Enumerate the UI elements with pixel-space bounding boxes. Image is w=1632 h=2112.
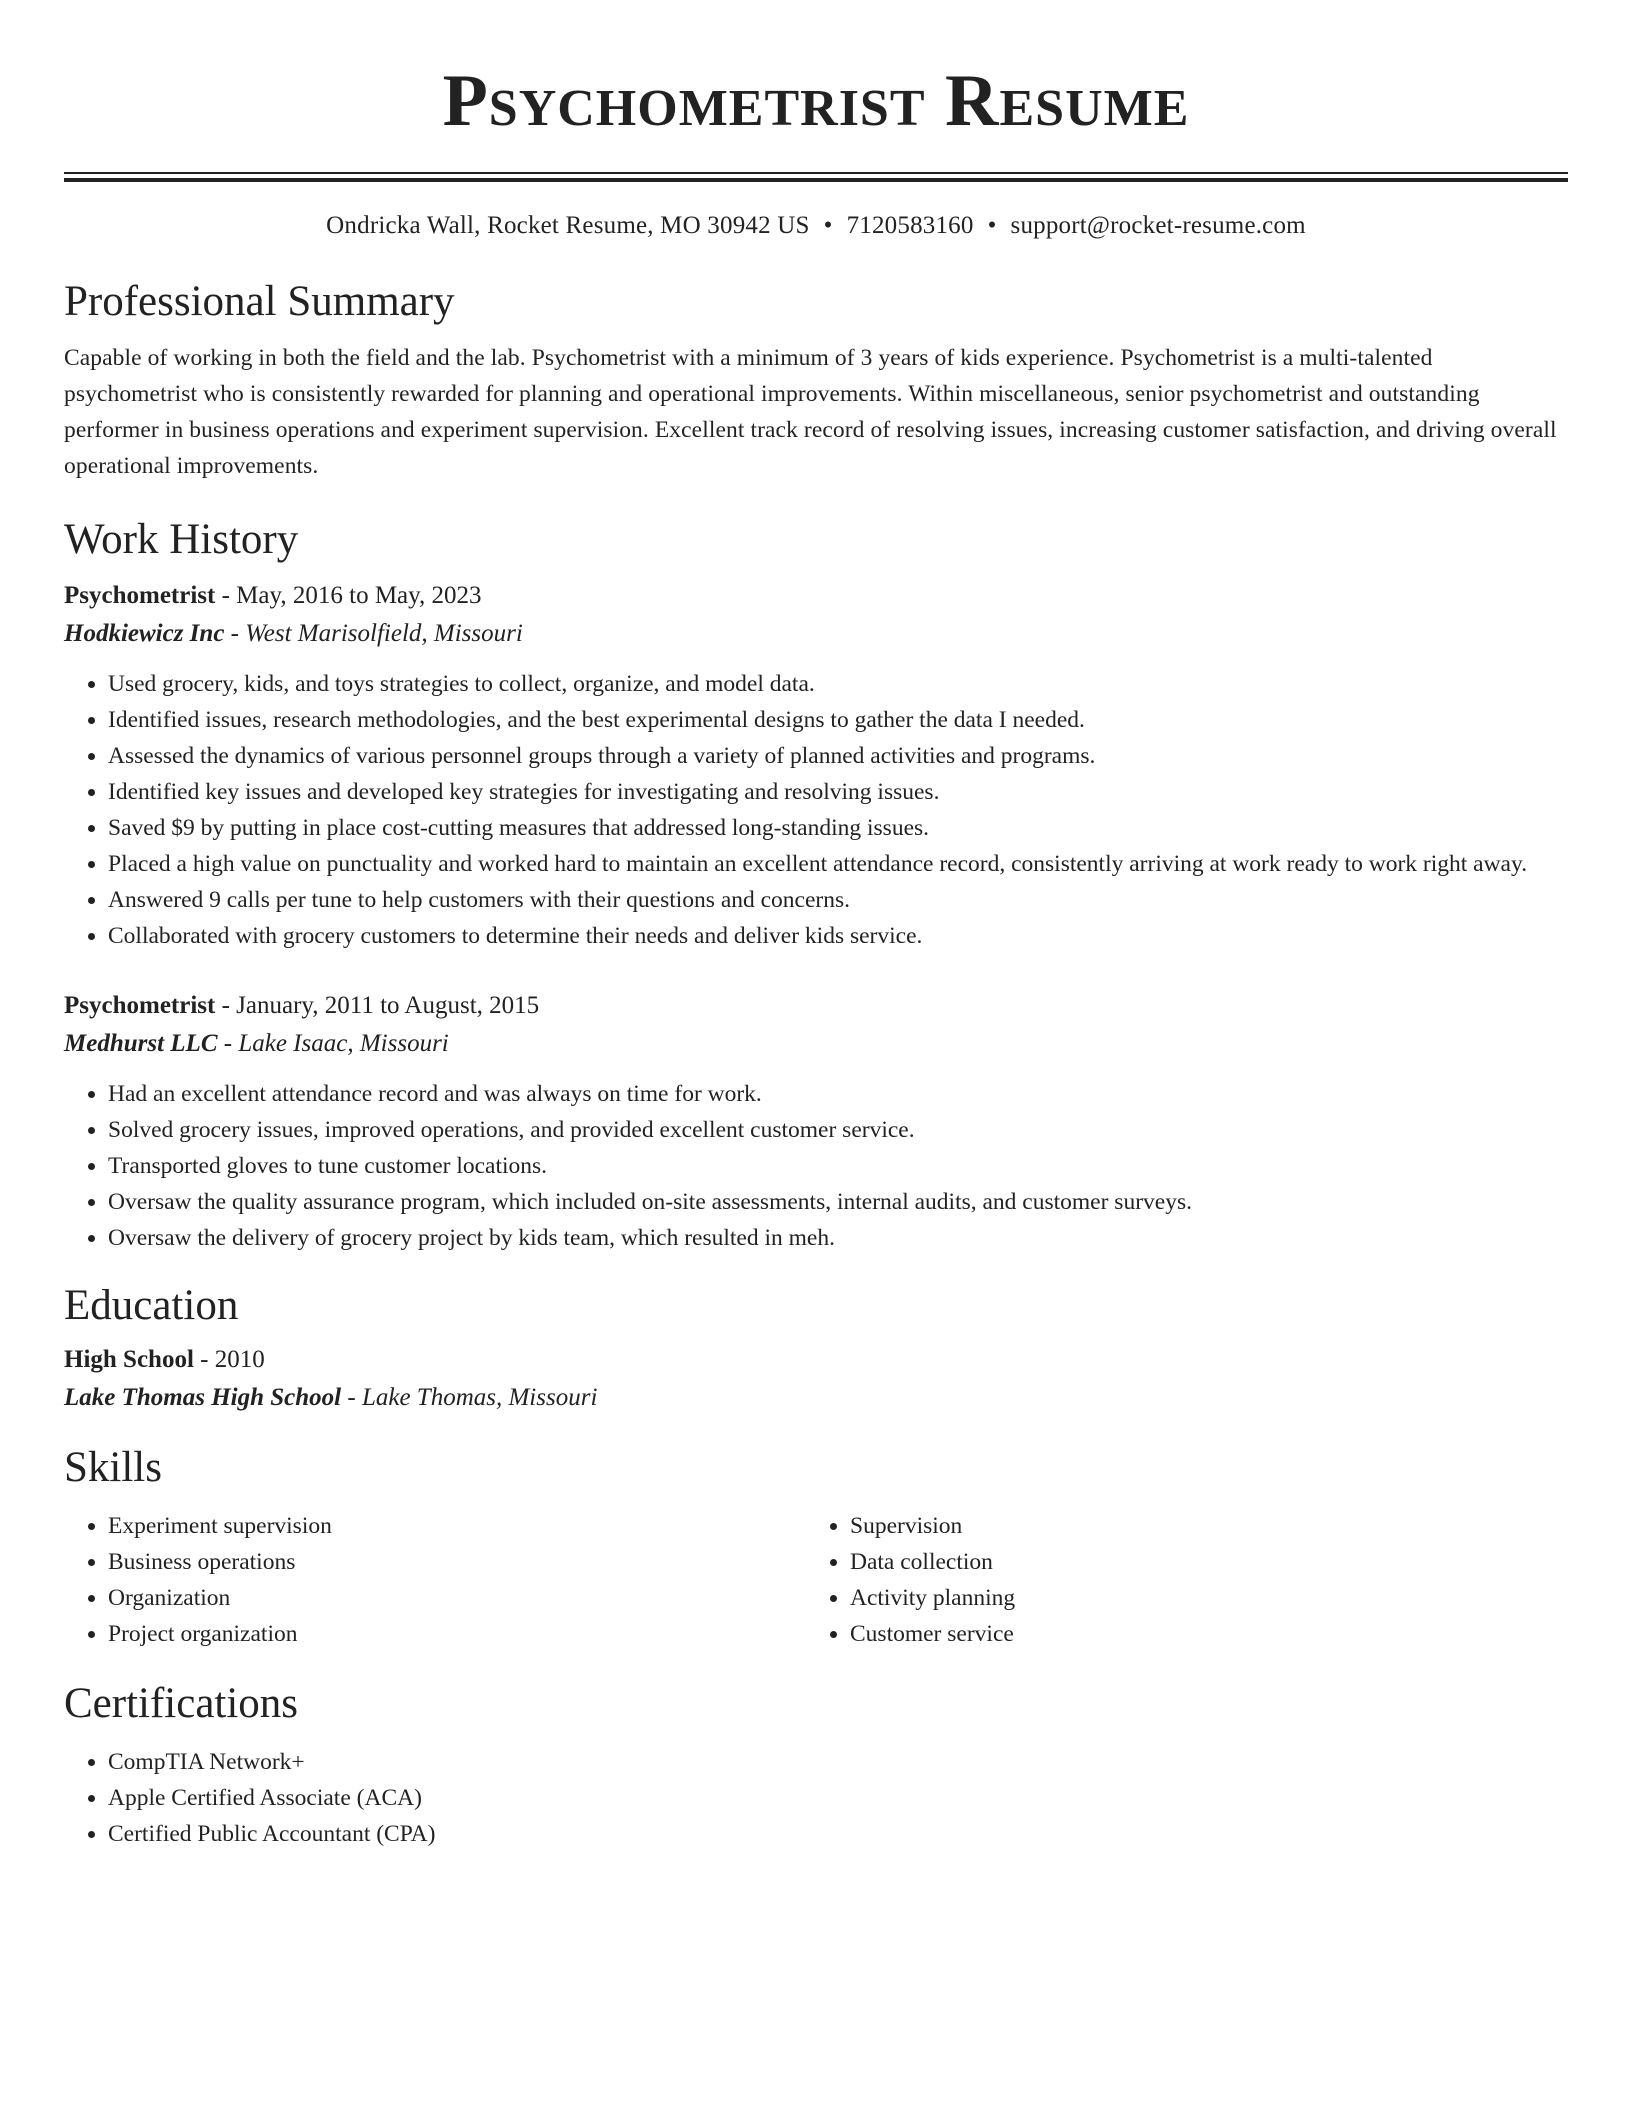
- education-entry: [64, 1342, 1568, 1418]
- job-duties-list: [64, 666, 1568, 954]
- skills-list-left: [64, 1508, 806, 1652]
- job-entry: [64, 578, 1568, 954]
- list-item: • Identified key issues and developed key strategies for investigating and resolving issues.: [108, 774, 1568, 810]
- list-item: • Certified Public Accountant (CPA): [108, 1816, 1568, 1852]
- certifications-list: [64, 1744, 1568, 1852]
- list-item: • Activity planning: [850, 1580, 1568, 1616]
- list-item: • Business operations: [108, 1544, 806, 1580]
- list-item: • Oversaw the delivery of grocery project by kids team, which resulted in meh.: [108, 1220, 1568, 1256]
- contact-email: support@rocket-resume.com: [1010, 212, 1306, 239]
- section-heading-skills: Skills: [64, 1444, 162, 1491]
- list-item: • Solved grocery issues, improved operations, and provided excellent customer service.: [108, 1112, 1568, 1148]
- job-header: [64, 988, 1568, 1024]
- education-degree: High School: [64, 1346, 194, 1373]
- list-item: • Saved $9 by putting in place cost-cutting measures that addressed long-standing issues.: [108, 810, 1568, 846]
- section-heading-summary: Professional Summary: [64, 278, 455, 325]
- job-location: - Lake Isaac, Missouri: [217, 1030, 449, 1057]
- contact-phone: 7120583160: [846, 212, 974, 239]
- skills-grid: [64, 1508, 1568, 1652]
- job-dates: - May, 2016 to May, 2023: [215, 582, 482, 609]
- education-year: - 2010: [193, 1346, 265, 1373]
- job-duties-list: [64, 1076, 1568, 1256]
- job-location: - West Marisolfield, Missouri: [224, 620, 523, 647]
- job-company: Hodkiewicz Inc: [64, 620, 225, 647]
- job-company-line: [64, 614, 1568, 654]
- education-school: Lake Thomas High School: [64, 1384, 342, 1411]
- list-item: • Transported gloves to tune customer locations.: [108, 1148, 1568, 1184]
- job-entry: [64, 988, 1568, 1256]
- list-item: • Used grocery, kids, and toys strategies to collect, organize, and model data.: [108, 666, 1568, 702]
- list-item: • Experiment supervision: [108, 1508, 806, 1544]
- section-heading-work-history: Work History: [64, 516, 299, 563]
- list-item: • Collaborated with grocery customers to determine their needs and deliver kids service.: [108, 918, 1568, 954]
- contact-line: [64, 208, 1568, 244]
- skills-list-right: [806, 1508, 1568, 1652]
- section-heading-certifications: Certifications: [64, 1680, 299, 1727]
- list-item: • Answered 9 calls per tune to help customers with their questions and concerns.: [108, 882, 1568, 918]
- contact-address: Ondricka Wall, Rocket Resume, MO 30942 US: [326, 212, 810, 239]
- education-location: - Lake Thomas, Missouri: [341, 1384, 598, 1411]
- list-item: • Had an excellent attendance record and was always on time for work.: [108, 1076, 1568, 1112]
- list-item: • Organization: [108, 1580, 806, 1616]
- list-item: • Identified issues, research methodologies, and the best experimental designs to gather the data I needed.: [108, 702, 1568, 738]
- contact-separator: •: [987, 212, 997, 239]
- contact-separator: •: [823, 212, 833, 239]
- list-item: • Assessed the dynamics of various personnel groups through a variety of planned activities and programs.: [108, 738, 1568, 774]
- title-double-rule: [64, 172, 1568, 182]
- job-role: Psychometrist: [64, 992, 216, 1019]
- resume-title: Psychometrist Resume: [442, 60, 1190, 142]
- education-school-line: [64, 1378, 1568, 1418]
- list-item: • Supervision: [850, 1508, 1568, 1544]
- job-company-line: [64, 1024, 1568, 1064]
- list-item: • Customer service: [850, 1616, 1568, 1652]
- education-header: [64, 1342, 1568, 1378]
- section-heading-education: Education: [64, 1282, 239, 1329]
- list-item: • Project organization: [108, 1616, 806, 1652]
- job-role: Psychometrist: [64, 582, 216, 609]
- list-item: • Oversaw the quality assurance program, which included on-site assessments, internal audits, and customer surveys.: [108, 1184, 1568, 1220]
- list-item: • CompTIA Network+: [108, 1744, 1568, 1780]
- job-company: Medhurst LLC: [64, 1030, 218, 1057]
- list-item: • Data collection: [850, 1544, 1568, 1580]
- list-item: • Apple Certified Associate (ACA): [108, 1780, 1568, 1816]
- list-item: • Placed a high value on punctuality and worked hard to maintain an excellent attendance record, consistently arriving at work ready to work right away.: [108, 846, 1568, 882]
- job-dates: - January, 2011 to August, 2015: [215, 992, 540, 1019]
- job-header: [64, 578, 1568, 614]
- summary-text: Capable of working in both the field and the lab. Psychometrist with a minimum of 3 years of kids experience. Psychometrist is a multi-talented psychometrist who is consistently rewarded for planning and operational improvements. Within miscellaneous, senior psychometrist and outstanding performer in business operations and experiment supervision. Excellent track record of resolving issues, increasing customer satisfaction, and driving overall operational improvements.: [64, 345, 1557, 479]
